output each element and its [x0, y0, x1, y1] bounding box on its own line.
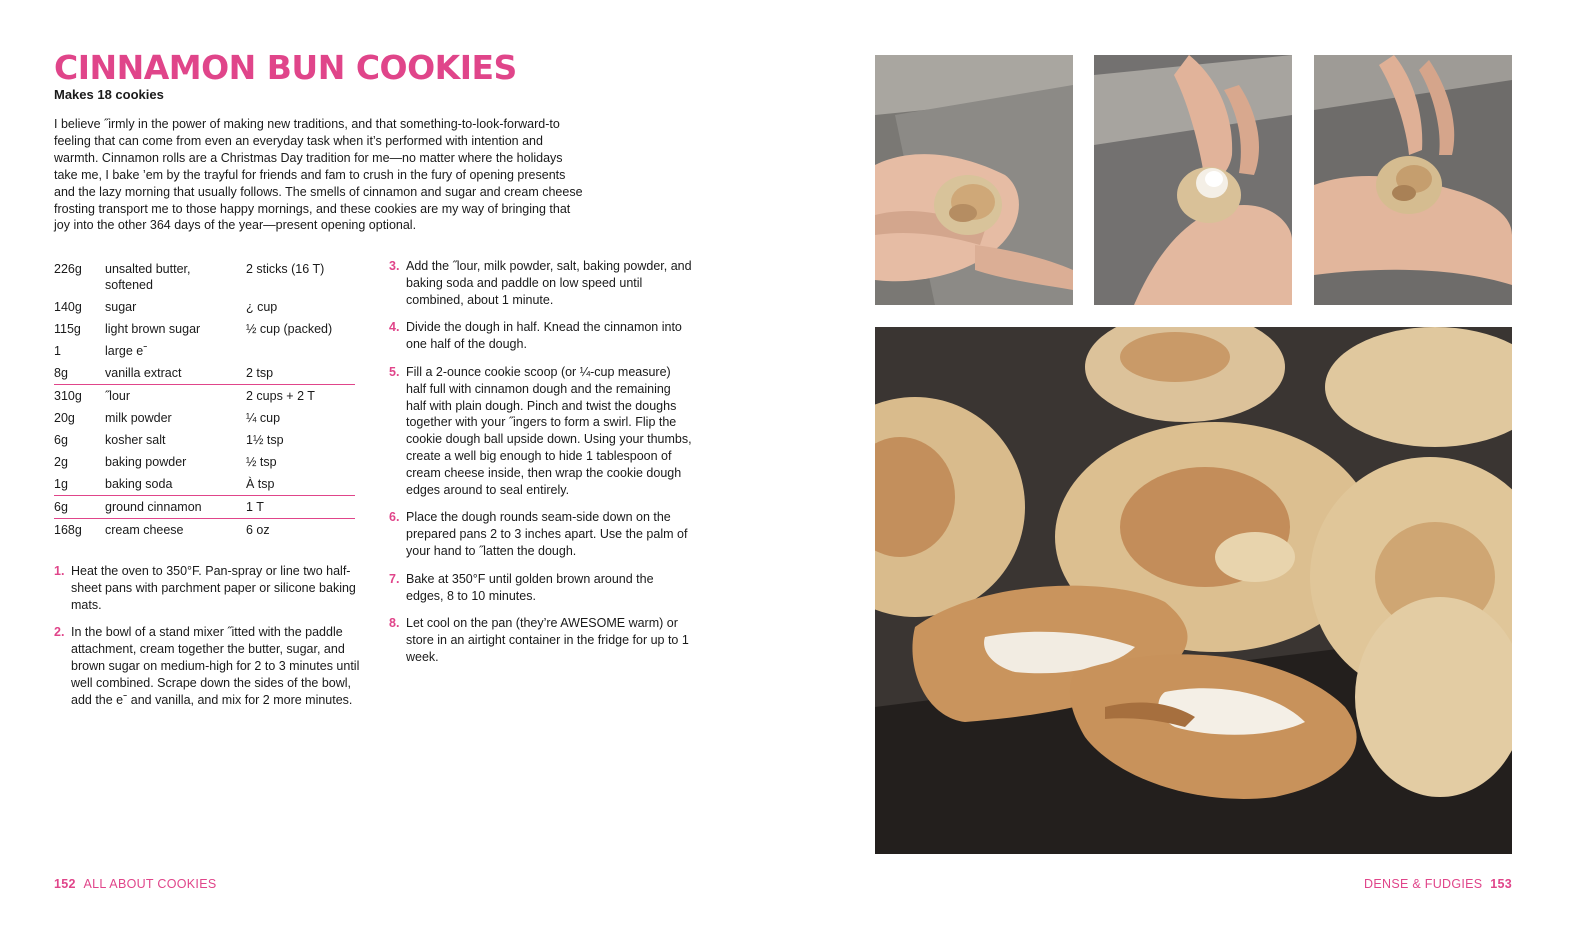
ingredient-row	[54, 429, 355, 451]
ingredient-weight: 310g	[54, 389, 82, 403]
recipe-title: CINNAMON BUN COOKIES	[54, 48, 517, 87]
ingredient-name: light brown sugar	[105, 322, 201, 336]
ingredient-row	[54, 258, 355, 296]
step-text: Fill a 2-ounce cookie scoop (or ¼-cup measure) half full with cinnamon dough and the remaining half with plain dough. Pinch and twist the doughs together with your ˝ingers to form a swirl. Flip the cookie dough ball upside down. Using your thumbs, create a well big enough to hide 1 tablespoon of cream cheese inside, then wrap the cookie dough edges around to seal entirely.	[406, 364, 692, 497]
step-text: Add the ˝lour, milk powder, salt, baking powder, and baking soda and paddle on low speed until combined, about 1 minute.	[406, 259, 692, 307]
ingredient-volume: 6 oz	[246, 523, 270, 537]
step-number: 1.	[54, 564, 65, 578]
ingredient-volume: 2 sticks (16 T)	[246, 262, 325, 276]
step-text: Divide the dough in half. Knead the cinnamon into one half of the dough.	[406, 320, 682, 352]
ingredient-volume: ¼ cup	[246, 411, 281, 425]
method-step	[54, 624, 360, 708]
method-steps-right	[389, 258, 694, 677]
ingredient-weight: 6g	[54, 500, 68, 514]
step-number: 8.	[389, 616, 400, 631]
ingredient-volume: ½ cup (packed)	[246, 322, 333, 336]
ingredient-name: sugar	[105, 300, 137, 314]
ingredient-row	[54, 407, 355, 429]
ingredient-volume	[246, 343, 355, 359]
ingredient-weight: 2g	[54, 455, 68, 469]
ingredient-name: cream cheese	[105, 523, 184, 537]
photo-step-fill	[1094, 55, 1292, 305]
step-number: 7.	[389, 571, 400, 586]
step-text: Bake at 350°F until golden brown around the edges, 8 to 10 minutes.	[406, 571, 654, 603]
ingredient-row	[54, 496, 355, 519]
ingredient-weight: 20g	[54, 411, 75, 425]
ingredient-name: ˝lour	[105, 389, 131, 403]
step-text: Let cool on the pan (they’re AWESOME warm) or store in an airtight container in the fridge for up to 1 week.	[406, 616, 689, 664]
ingredient-volume: ½ tsp	[246, 455, 277, 469]
step-text: In the bowl of a stand mixer ˝itted with the paddle attachment, cream together the butter, sugar, and brown sugar on medium-high for 2 to 3 minutes until well combined. Scrape down the sides of the bowl, add the eˉ and vanilla, and mix for 2 more minutes.	[71, 625, 360, 707]
method-step	[389, 364, 694, 498]
method-step	[389, 615, 694, 665]
ingredient-weight: 6g	[54, 433, 68, 447]
ingredient-name: milk powder	[105, 411, 172, 425]
step-number: 5.	[389, 364, 400, 379]
ingredient-name: unsalted butter, softened	[105, 262, 191, 292]
ingredient-name: large eˉ	[105, 344, 148, 358]
ingredient-volume: 1½ tsp	[246, 433, 284, 447]
ingredient-volume: 2 tsp	[246, 366, 274, 380]
photo-step-flatten	[875, 55, 1073, 305]
step-number: 6.	[389, 510, 400, 525]
page-number-left: 152	[54, 877, 76, 891]
ingredient-weight: 8g	[54, 366, 68, 380]
ingredient-row	[54, 318, 355, 340]
ingredient-row	[54, 296, 355, 318]
ingredient-row	[54, 385, 355, 407]
ingredient-volume: ¿ cup	[246, 300, 278, 314]
ingredient-name: baking soda	[105, 477, 173, 491]
ingredient-name: ground cinnamon	[105, 500, 202, 514]
ingredient-weight: 226g	[54, 262, 82, 276]
ingredient-row	[54, 340, 355, 362]
step-number: 2.	[54, 625, 65, 640]
section-name-right: DENSE & FUDGIES	[1364, 877, 1483, 891]
ingredient-weight: 115g	[54, 322, 81, 336]
recipe-intro: I believe ˝irmly in the power of making new traditions, and that something-to-look-forward-to feeling that can come from even an everyday task when it’s performed with intention and warmth. Cinnamon rolls are a Christmas Day tradition for me—no matter where the holidays take me, I bake ’em by the trayful for friends and fam to crush in the fury of opening presents and the lazy morning that usually follows. The smells of cinnamon and sugar and cream cheese frosting transport me to those happy mornings, and these cookies are my way of bringing that joy into the other 364 days of the year—present opening optional.	[54, 117, 583, 233]
method-step	[389, 509, 694, 559]
photo-finished-cookies	[875, 327, 1512, 854]
ingredient-name: vanilla extract	[105, 366, 182, 380]
method-steps-left	[54, 563, 360, 719]
ingredient-volume: 2 cups + 2 T	[246, 389, 315, 403]
ingredient-weight: 168g	[54, 523, 82, 537]
footer-right	[1364, 877, 1512, 891]
method-step	[389, 319, 694, 353]
step-number: 4.	[389, 320, 400, 335]
ingredients-table	[54, 258, 355, 541]
ingredient-row	[54, 473, 355, 496]
ingredient-volume: 1 T	[246, 500, 264, 514]
method-step	[389, 258, 694, 308]
step-number: 3.	[389, 259, 400, 273]
ingredient-weight: 1	[54, 344, 61, 358]
step-text: Place the dough rounds seam-side down on the prepared pans 2 to 3 inches apart. Use the palm of your hand to ˝latten the dough.	[406, 510, 688, 558]
ingredient-row	[54, 362, 355, 385]
ingredient-weight: 1g	[54, 477, 68, 491]
step-text: Heat the oven to 350°F. Pan-spray or line two half-sheet pans with parchment paper or silicone baking mats.	[71, 564, 356, 612]
recipe-yield: Makes 18 cookies	[54, 87, 164, 102]
ingredient-name: kosher salt	[105, 433, 166, 447]
method-step	[389, 571, 694, 605]
ingredient-name: baking powder	[105, 455, 187, 469]
section-name-left: ALL ABOUT COOKIES	[83, 877, 217, 891]
page-number-right: 153	[1490, 877, 1512, 891]
ingredient-weight: 140g	[54, 300, 82, 314]
method-step	[54, 563, 360, 613]
ingredient-volume: À tsp	[246, 477, 275, 491]
ingredient-row	[54, 451, 355, 473]
ingredient-row	[54, 519, 355, 541]
photo-step-wrap	[1314, 55, 1512, 305]
footer-left	[54, 877, 216, 891]
